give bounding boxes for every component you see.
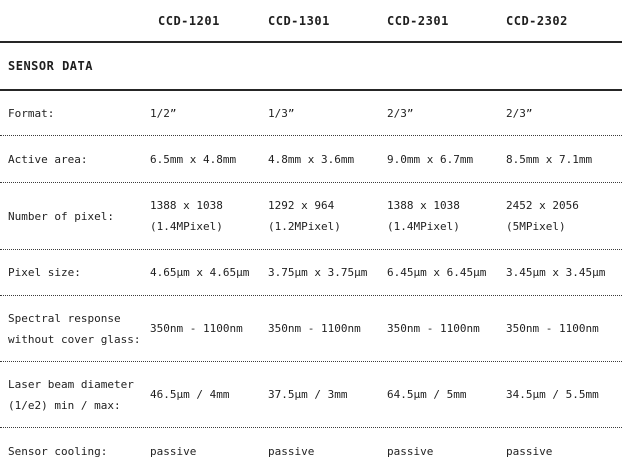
pixel-count-cell-ccd-1201 xyxy=(150,195,268,237)
table-row-sensor-cooling xyxy=(0,428,622,475)
pixel-count-value: 1388 x 1038 xyxy=(150,199,223,212)
active-area-value-ccd-2301: 9.0mm x 6.7mm xyxy=(387,152,474,166)
row-label-line2: without cover glass: xyxy=(8,332,141,346)
spectral-response-value-ccd-1301: 350nm - 1100nm xyxy=(268,322,361,335)
laser-beam-value-ccd-2302: 34.5µm / 5.5mm xyxy=(506,388,599,401)
sensor-cooling-value-ccd-2302: passive xyxy=(506,445,553,458)
pixel-count-cell-ccd-1301 xyxy=(268,195,387,237)
row-label-laser-beam-diameter xyxy=(0,374,150,416)
row-label-line1: Laser beam diameter xyxy=(8,377,134,391)
pixel-size-value-ccd-1201: 4.65µm x 4.65µm xyxy=(150,266,250,279)
pixel-count-value: 1292 x 964 xyxy=(268,199,335,212)
row-label-pixel-size: Pixel size: xyxy=(8,266,81,279)
pixel-count-mpixel: (1.4MPixel) xyxy=(387,220,460,233)
pixel-count-mpixel: (1.4MPixel) xyxy=(150,220,223,233)
row-label-number-of-pixel: Number of pixel: xyxy=(8,209,114,223)
column-header-ccd-2301: CCD-2301 xyxy=(387,13,449,28)
laser-beam-value-ccd-1301: 37.5µm / 3mm xyxy=(268,388,348,401)
spectral-response-value-ccd-1201: 350nm - 1100nm xyxy=(150,322,243,335)
format-value-ccd-1301: 1/3” xyxy=(268,106,295,120)
spectral-response-value-ccd-2301: 350nm - 1100nm xyxy=(387,322,480,335)
format-value-ccd-2301: 2/3” xyxy=(387,106,414,120)
active-area-value-ccd-1301: 4.8mm x 3.6mm xyxy=(268,152,355,166)
row-label-active-area: Active area: xyxy=(8,152,88,166)
spectral-response-value-ccd-2302: 350nm - 1100nm xyxy=(506,322,599,335)
laser-beam-value-ccd-2301: 64.5µm / 5mm xyxy=(387,388,467,401)
pixel-count-mpixel: (1.2MPixel) xyxy=(268,220,341,233)
pixel-size-value-ccd-1301: 3.75µm x 3.75µm xyxy=(268,266,368,279)
table-row-laser-beam-diameter xyxy=(0,362,622,428)
column-header-ccd-2302: CCD-2302 xyxy=(506,13,568,28)
row-label-format: Format: xyxy=(8,106,55,120)
sensor-cooling-value-ccd-1301: passive xyxy=(268,445,315,458)
section-header-row xyxy=(0,43,622,91)
pixel-count-cell-ccd-2301 xyxy=(387,195,506,237)
active-area-value-ccd-1201: 6.5mm x 4.8mm xyxy=(150,152,237,166)
table-row-active-area xyxy=(0,136,622,183)
row-label-spectral-response xyxy=(0,308,150,350)
row-label-line1: Spectral response xyxy=(8,311,121,325)
table-row-number-of-pixel xyxy=(0,183,622,250)
pixel-count-value: 2452 x 2056 xyxy=(506,199,579,212)
row-label-sensor-cooling: Sensor cooling: xyxy=(8,445,108,458)
format-value-ccd-1201: 1/2” xyxy=(150,106,177,120)
sensor-cooling-value-ccd-1201: passive xyxy=(150,445,197,458)
sensor-cooling-value-ccd-2301: passive xyxy=(387,445,434,458)
pixel-size-value-ccd-2302: 3.45µm x 3.45µm xyxy=(506,266,606,279)
column-header-ccd-1301: CCD-1301 xyxy=(268,13,330,28)
pixel-count-cell-ccd-2302 xyxy=(506,195,622,237)
table-row-spectral-response xyxy=(0,296,622,362)
active-area-value-ccd-2302: 8.5mm x 7.1mm xyxy=(506,152,593,166)
column-header-ccd-1201: CCD-1201 xyxy=(158,13,220,28)
laser-beam-value-ccd-1201: 46.5µm / 4mm xyxy=(150,388,230,401)
table-header-row xyxy=(0,0,622,43)
table-row-pixel-size xyxy=(0,250,622,296)
pixel-count-value: 1388 x 1038 xyxy=(387,199,460,212)
table-row-format xyxy=(0,91,622,136)
section-title: SENSOR DATA xyxy=(8,59,93,73)
pixel-count-mpixel: (5MPixel) xyxy=(506,220,566,233)
pixel-size-value-ccd-2301: 6.45µm x 6.45µm xyxy=(387,266,487,279)
format-value-ccd-2302: 2/3” xyxy=(506,106,533,120)
row-label-line2: (1/e2) min / max: xyxy=(8,398,121,412)
